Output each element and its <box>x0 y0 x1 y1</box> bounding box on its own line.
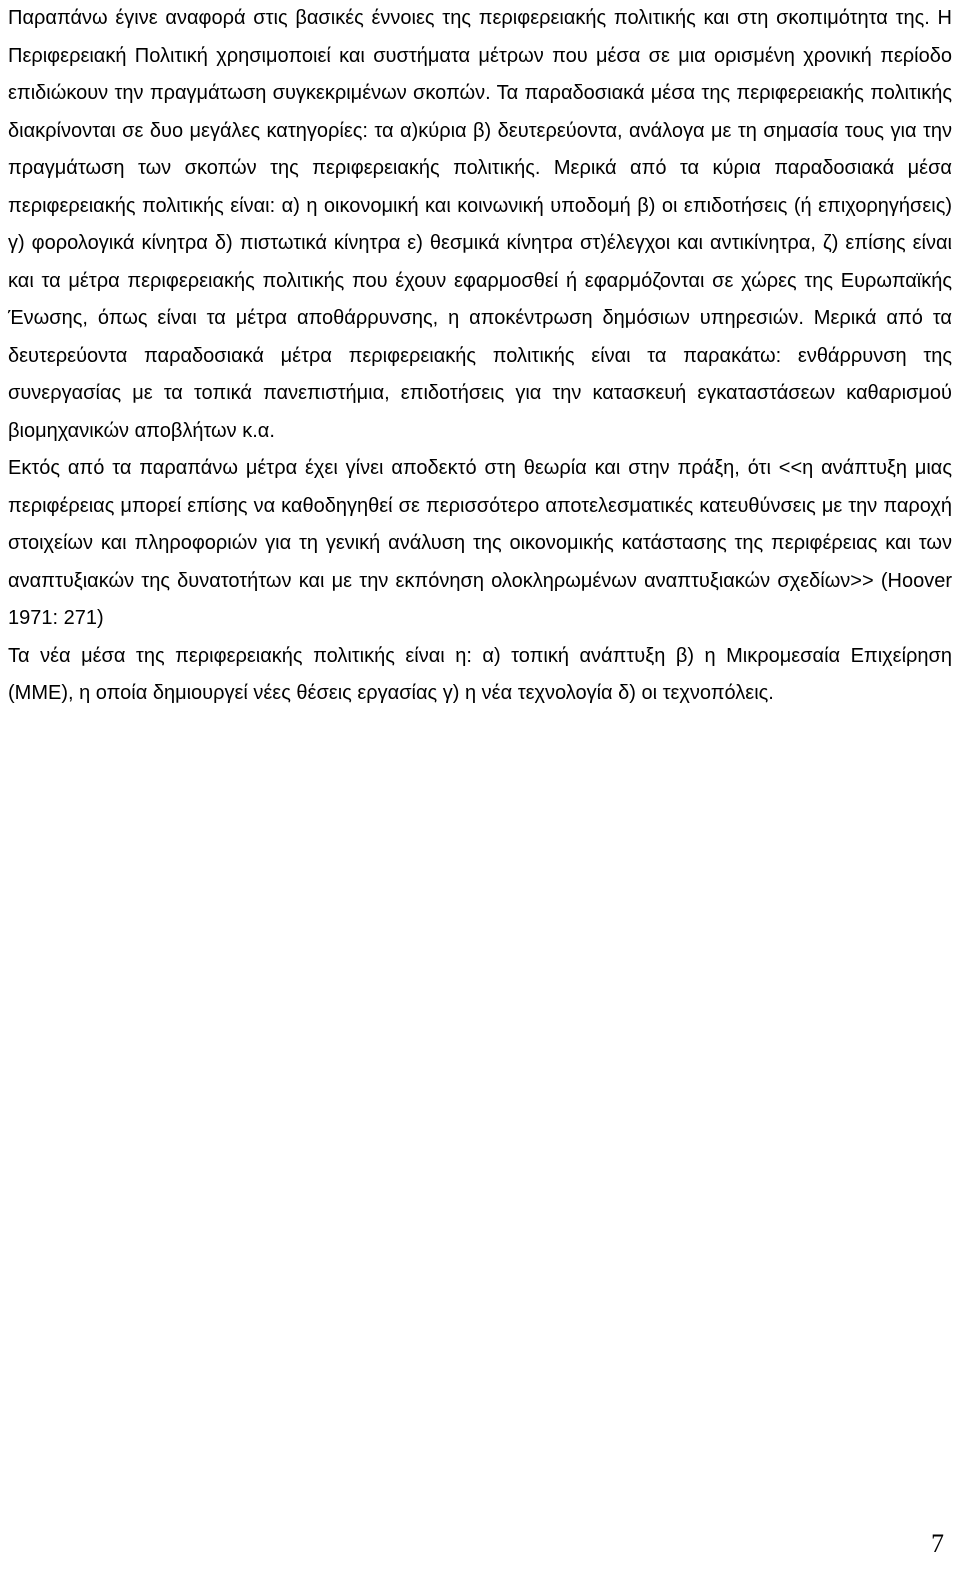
paragraph-policy-measures: Παραπάνω έγινε αναφορά στις βασικές έννοιες της περιφερειακής πολιτικής και στη σκοπιμότητα της. Η Περιφερειακή Πολιτική χρησιμοποιεί και συστήματα μέτρων που μέσα σε μια ορισμένη χρονική περίοδο επιδιώκουν την πραγμάτωση συγκεκριμένων σκοπών. Τα παραδοσιακά μέσα της περιφερειακής πολιτικής διακρίνονται σε δυο μεγάλες κατηγορίες: τα α)κύρια β) δευτερεύοντα, ανάλογα με τη σημασία τους για την πραγμάτωση των σκοπών της περιφερειακής πολιτικής. Μερικά από τα κύρια παραδοσιακά μέσα περιφερειακής πολιτικής είναι: α) η οικονομική και κοινωνική υποδομή β) οι επιδοτήσεις (ή επιχορηγήσεις) γ) φορολογικά κίνητρα δ) πιστωτικά κίνητρα ε) θεσμικά κίνητρα στ)έλεγχοι και αντικίνητρα, ζ) επίσης είναι και τα μέτρα περιφερειακής πολιτικής που έχουν εφαρμοσθεί ή εφαρμόζονται σε χώρες της Ευρωπαϊκής Ένωσης, όπως είναι τα μέτρα αποθάρρυνσης, η αποκέντρωση δημόσιων υπηρεσιών. Μερικά από τα δευτερεύοντα παραδοσιακά μέτρα περιφερειακής πολιτικής είναι τα παρακάτω: ενθάρρυνση της συνεργασίας με τα τοπικά πανεπιστήμια, επιδοτήσεις για την κατασκευή εγκαταστάσεων καθαρισμού βιομηχανικών αποβλήτων κ.α. <box>8 7 952 442</box>
page-number: 7 <box>931 1529 944 1558</box>
paragraph-new-means: Τα νέα μέσα της περιφερειακής πολιτικής είναι η: α) τοπική ανάπτυξη β) η Μικρομεσαία Επιχείρηση (ΜΜΕ), η οποία δημιουργεί νέες θέσεις εργασίας γ) η νέα τεχνολογία δ) οι τεχνοπόλεις. <box>8 644 952 704</box>
paragraph-hoover-quote: Εκτός από τα παραπάνω μέτρα έχει γίνει αποδεκτό στη θεωρία και στην πράξη, ότι <<η ανάπτυξη μιας περιφέρειας μπορεί επίσης να καθοδηγηθεί σε περισσότερο αποτελεσματικές κατευθύνσεις με την παροχή στοιχείων και πληροφοριών για τη γενική ανάλυση της οικονομικής κατάστασης της περιφέρειας και των αναπτυξιακών της δυνατοτήτων και με την εκπόνηση ολοκληρωμένων αναπτυξιακών σχεδίων>> (Hoover 1971: 271) <box>8 457 952 629</box>
document-page <box>8 0 952 713</box>
